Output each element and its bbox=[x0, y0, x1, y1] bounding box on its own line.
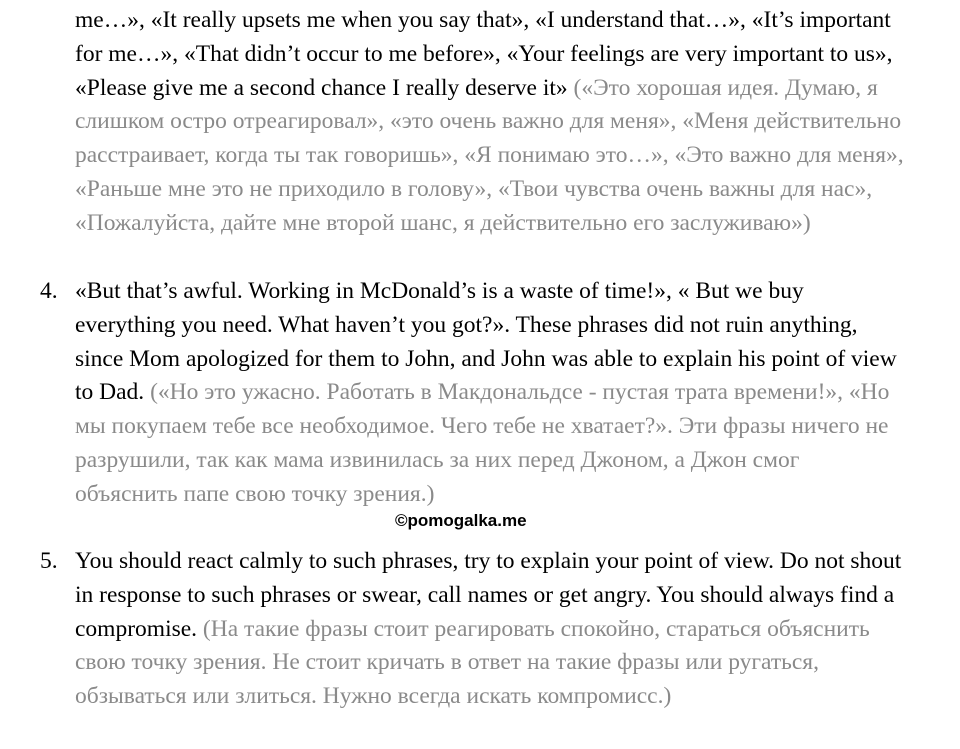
russian-translation: (На такие фразы стоит реагировать спокойно, стараться объяснить свою точку зрения. Не стоит кричать в ответ на такие фразы или ругаться, обзываться или злиться. Нужно всегда искать компромисс.) bbox=[75, 615, 870, 710]
list-item-3-continuation bbox=[75, 4, 905, 241]
list-number-5: 5. bbox=[40, 548, 58, 574]
paragraph bbox=[75, 545, 905, 714]
list-number-4: 4. bbox=[40, 278, 58, 304]
english-text: You should react calmly to such phrases, try to explain your point of view. Do not shout in response to such phrases or swear, call names or get angry. You should always find a compromise. bbox=[75, 548, 902, 642]
list-item-5 bbox=[75, 545, 905, 714]
english-text: me…», «It really upsets me when you say that», «I understand that…», «It’s important for me…», «That didn’t occur to me before», «Your feelings are very important to us», «Please give me a second chance I really deserve it» bbox=[75, 7, 893, 101]
list-item-4 bbox=[75, 275, 905, 512]
english-text: «But that’s awful. Working in McDonald’s is a waste of time!», « But we buy everything you need. What haven’t you got?». These phrases did not ruin anything, since Mom apologized for them to John, and John was able to explain his point of view to Dad. bbox=[75, 278, 897, 406]
watermark: ©pomogalka.me bbox=[395, 511, 527, 530]
russian-translation: («Но это ужасно. Работать в Макдональдсе - пустая трата времени!», «Но мы покупаем тебе все необходимое. Чего тебе не хватает?». Эти фразы ничего не разрушили, так как мама извинилась за них перед Джоном, а Джон смог объяснить папе свою точку зрения.) bbox=[75, 379, 890, 507]
paragraph bbox=[75, 275, 905, 512]
paragraph bbox=[75, 4, 905, 241]
russian-translation: («Это хорошая идея. Думаю, я слишком остро отреагировал», «это очень важно для меня», «Меня действительно расстраивает, когда ты так говоришь», «Я понимаю это…», «Это важно для меня», «Раньше мне это не приходило в голову», «Твои чувства очень важны для нас», «Пожалуйста, дайте мне второй шанс, я действительно его заслуживаю») bbox=[75, 74, 904, 236]
